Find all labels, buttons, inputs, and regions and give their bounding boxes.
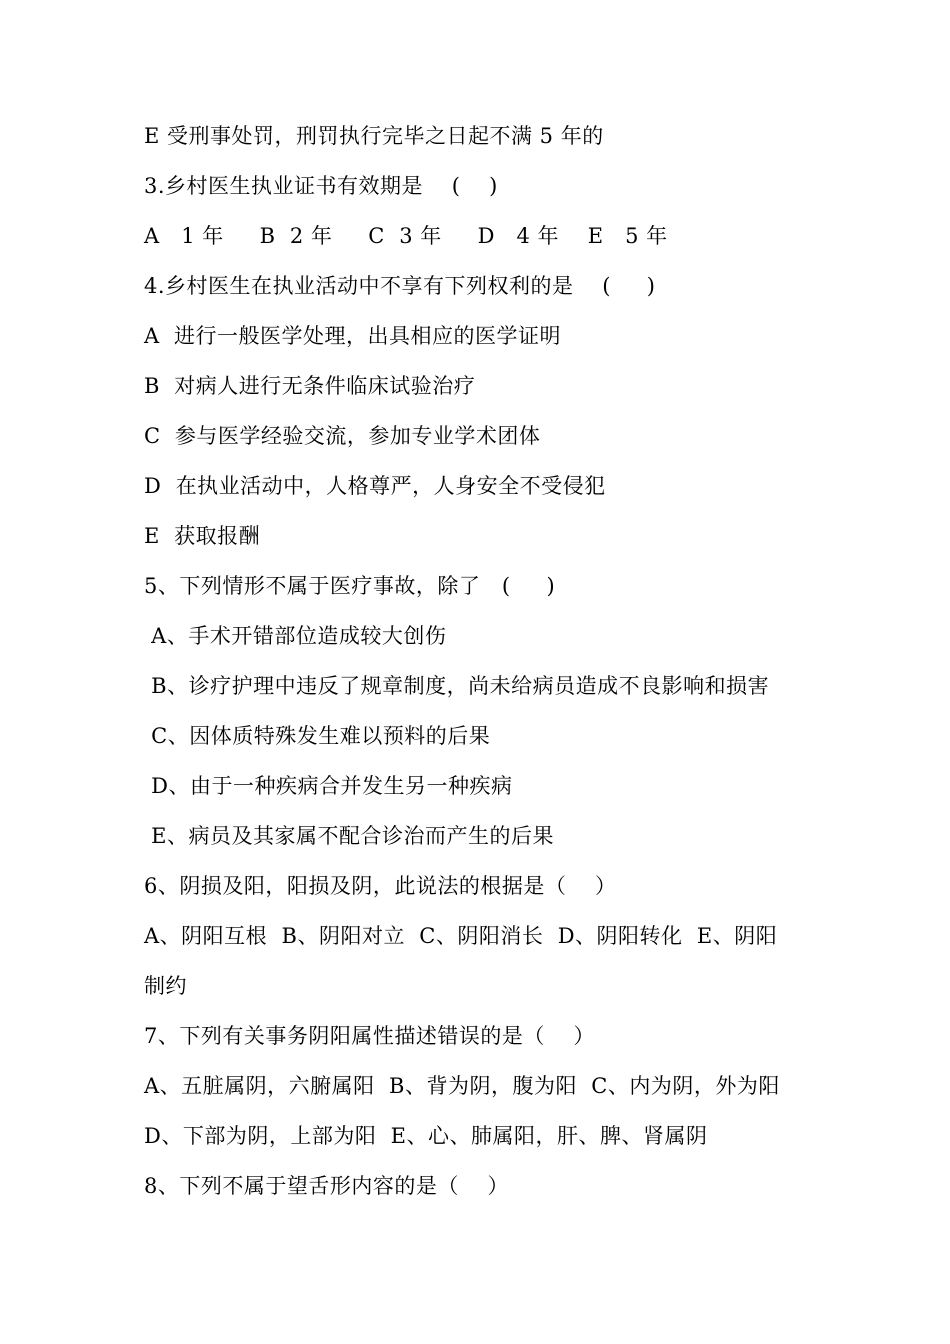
question-4-option-d: D 在执业活动中，人格尊严，人身安全不受侵犯 <box>144 474 606 498</box>
question-5-option-c: C、因体质特殊发生难以预料的后果 <box>144 724 491 748</box>
question-5: 5、下列情形不属于医疗事故，除了 ( ) <box>144 574 556 598</box>
question-4-option-c: C 参与医学经验交流，参加专业学术团体 <box>144 424 541 448</box>
question-5-option-e: E、病员及其家属不配合诊治而产生的后果 <box>144 824 555 848</box>
question-4-option-e: E 获取报酬 <box>144 524 261 548</box>
question-3: 3.乡村医生执业证书有效期是 ( ) <box>144 174 498 198</box>
question-3-options: A 1 年 B 2 年 C 3 年 D 4 年 E 5 年 <box>144 224 668 248</box>
question-7: 7、下列有关事务阴阳属性描述错误的是（ ） <box>144 1024 596 1048</box>
question-6: 6、阴损及阳，阳损及阴，此说法的根据是（ ） <box>144 874 617 898</box>
question-4-option-a: A 进行一般医学处理，出具相应的医学证明 <box>144 324 562 348</box>
question-5-option-b: B、诊疗护理中违反了规章制度，尚未给病员造成不良影响和损害 <box>144 674 770 698</box>
question-8: 8、下列不属于望舌形内容的是（ ） <box>144 1174 510 1198</box>
question-7-options-line-2: D、下部为阴，上部为阳 E、心、肺属阳，肝、脾、肾属阴 <box>144 1124 708 1148</box>
text-line: E 受刑事处罚，刑罚执行完毕之日起不满 5 年的 <box>144 124 604 148</box>
question-7-options-line-1: A、五脏属阴，六腑属阳 B、背为阴，腹为阳 C、内为阴，外为阳 <box>144 1074 780 1098</box>
question-5-option-d: D、由于一种疾病合并发生另一种疾病 <box>144 774 513 798</box>
question-6-options-continued: 制约 <box>144 974 187 998</box>
question-4-option-b: B 对病人进行无条件临床试验治疗 <box>144 374 476 398</box>
question-6-options: A、阴阳互根 B、阴阳对立 C、阴阳消长 D、阴阳转化 E、阴阳 <box>144 924 778 948</box>
question-5-option-a: A、手术开错部位造成较大创伤 <box>144 624 447 648</box>
question-4: 4.乡村医生在执业活动中不享有下列权利的是 ( ) <box>144 274 656 298</box>
